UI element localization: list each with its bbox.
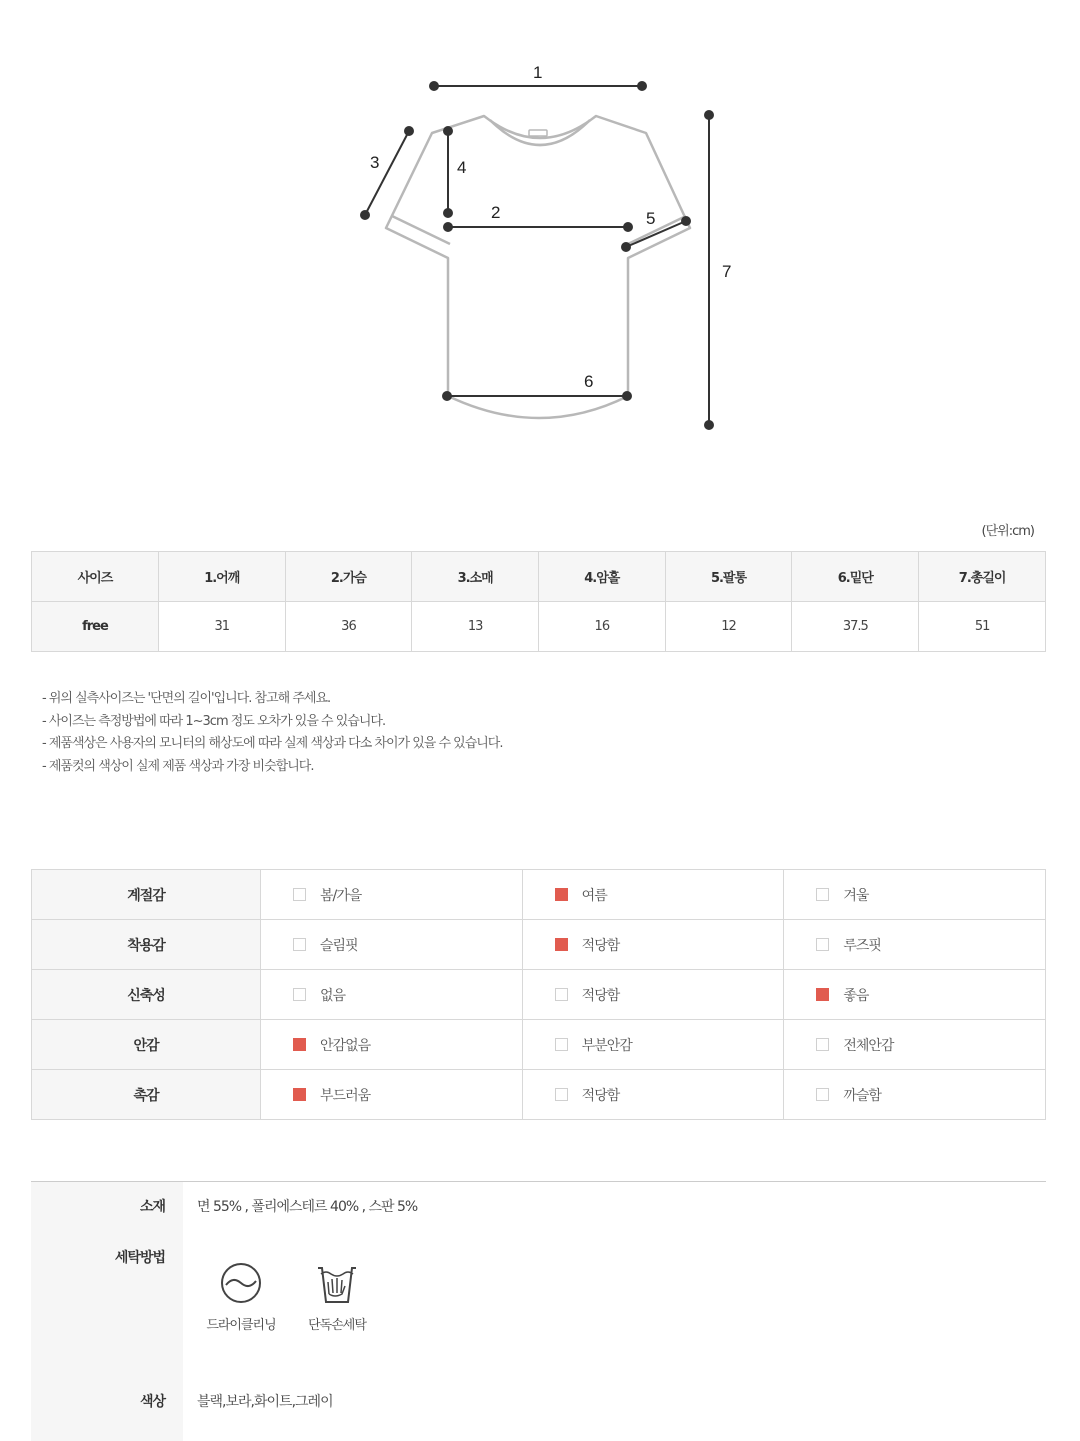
value-cell: 37.5: [792, 602, 919, 652]
feature-option: [784, 920, 1046, 970]
header-cell: 4.암홀: [538, 552, 665, 602]
feature-label: 안감: [32, 1020, 261, 1070]
value-cell: 12: [665, 602, 792, 652]
header-cell: 사이즈: [32, 552, 159, 602]
option-text: 안감없음: [320, 1037, 371, 1054]
checkbox: [293, 1088, 306, 1101]
size-name-cell: free: [32, 602, 159, 652]
feature-label: 계절감: [32, 870, 261, 920]
label-3: 3: [370, 153, 380, 172]
table-row: [32, 602, 1046, 652]
size-table: [31, 551, 1046, 652]
header-cell: 7.총길이: [919, 552, 1046, 602]
feature-row: [32, 1070, 1046, 1120]
checkbox: [816, 1088, 829, 1101]
label-7: 7: [722, 262, 732, 281]
option-text: 여름: [581, 887, 607, 904]
checkbox: [816, 1038, 829, 1051]
feature-option: [261, 920, 523, 970]
feature-option: [784, 1070, 1046, 1120]
checkbox: [816, 988, 829, 1001]
feature-row: [32, 920, 1046, 970]
label-4: 4: [457, 158, 467, 177]
option-text: 전체안감: [843, 1037, 894, 1054]
size-notes: [42, 688, 503, 779]
checkbox: [816, 888, 829, 901]
feature-option: [261, 1020, 523, 1070]
note-line: - 제품컷의 색상이 실제 제품 색상과 가장 비슷합니다.: [42, 759, 314, 775]
option-text: 루즈핏: [843, 937, 881, 954]
checkbox: [555, 938, 568, 951]
feature-option: [522, 870, 784, 920]
product-info: [31, 1181, 1046, 1441]
feature-option: [784, 1020, 1046, 1070]
color-value: 블랙,보라,화이트,그레이: [197, 1394, 333, 1410]
checkbox: [555, 1038, 568, 1051]
label-5: 5: [646, 209, 656, 228]
option-text: 부분안감: [581, 1037, 632, 1054]
wash-label: 세탁방법: [114, 1250, 165, 1266]
unit-label: (단위:cm): [981, 524, 1034, 539]
checkbox: [293, 938, 306, 951]
value-cell: 36: [285, 602, 412, 652]
checkbox: [555, 888, 568, 901]
checkbox: [816, 938, 829, 951]
header-cell: 1.어깨: [158, 552, 285, 602]
feature-option: [784, 970, 1046, 1020]
feature-option: [261, 870, 523, 920]
label-1: 1: [533, 63, 543, 82]
option-text: 겨울: [843, 887, 869, 904]
feature-option: [522, 1070, 784, 1120]
checkbox: [555, 1088, 568, 1101]
option-text: 적당함: [581, 1087, 620, 1104]
option-text: 봄/가을: [320, 887, 362, 904]
feature-row: [32, 870, 1046, 920]
option-text: 까슬함: [843, 1087, 881, 1104]
feature-table: [31, 869, 1046, 1120]
wash-item-dry-cleaning: [196, 1260, 286, 1333]
material-label: 소재: [139, 1199, 165, 1215]
option-text: 슬림핏: [320, 937, 358, 954]
feature-label: 촉감: [32, 1070, 261, 1120]
wash-item-text: 단독손세탁: [308, 1318, 366, 1333]
option-text: 부드러움: [320, 1087, 371, 1104]
value-cell: 13: [412, 602, 539, 652]
feature-option: [261, 970, 523, 1020]
measurement-diagram: [0, 0, 1080, 470]
header-cell: 2.가슴: [285, 552, 412, 602]
feature-option: [522, 970, 784, 1020]
feature-option: [261, 1070, 523, 1120]
color-label: 색상: [139, 1394, 165, 1410]
option-text: 없음: [320, 987, 346, 1004]
label-6: 6: [584, 372, 594, 391]
material-value: 면 55% , 폴리에스테르 40% , 스판 5%: [197, 1199, 418, 1215]
value-cell: 16: [538, 602, 665, 652]
header-cell: 6.밑단: [792, 552, 919, 602]
value-cell: 51: [919, 602, 1046, 652]
note-line: - 위의 실측사이즈는 '단면의 길이'입니다. 참고해 주세요.: [42, 691, 331, 706]
value-cell: 31: [158, 602, 285, 652]
wash-item-text: 드라이클리닝: [206, 1318, 276, 1333]
checkbox: [293, 1038, 306, 1051]
feature-option: [522, 920, 784, 970]
header-cell: 3.소매: [412, 552, 539, 602]
note-line: - 사이즈는 측정방법에 따라 1~3cm 정도 오차가 있을 수 있습니다.: [42, 713, 386, 729]
feature-label: 신축성: [32, 970, 261, 1020]
tshirt-outline: [386, 116, 690, 418]
measurement-lines: [361, 82, 713, 429]
checkbox: [293, 888, 306, 901]
note-line: - 제품색상은 사용자의 모니터의 해상도에 따라 실제 색상과 다소 차이가 있을 수 있습니다.: [42, 736, 503, 752]
label-2: 2: [491, 203, 501, 222]
feature-row: [32, 970, 1046, 1020]
checkbox: [293, 988, 306, 1001]
hand-wash-icon: [314, 1260, 360, 1306]
feature-label: 착용감: [32, 920, 261, 970]
feature-option: [522, 1020, 784, 1070]
dry-cleaning-icon: [218, 1260, 264, 1306]
feature-row: [32, 1020, 1046, 1070]
checkbox: [555, 988, 568, 1001]
option-text: 적당함: [581, 987, 620, 1004]
feature-option: [784, 870, 1046, 920]
option-text: 적당함: [581, 937, 620, 954]
size-table-header: [32, 552, 1046, 602]
wash-item-hand-wash: [292, 1260, 382, 1333]
header-cell: 5.팔통: [665, 552, 792, 602]
option-text: 좋음: [843, 987, 869, 1004]
